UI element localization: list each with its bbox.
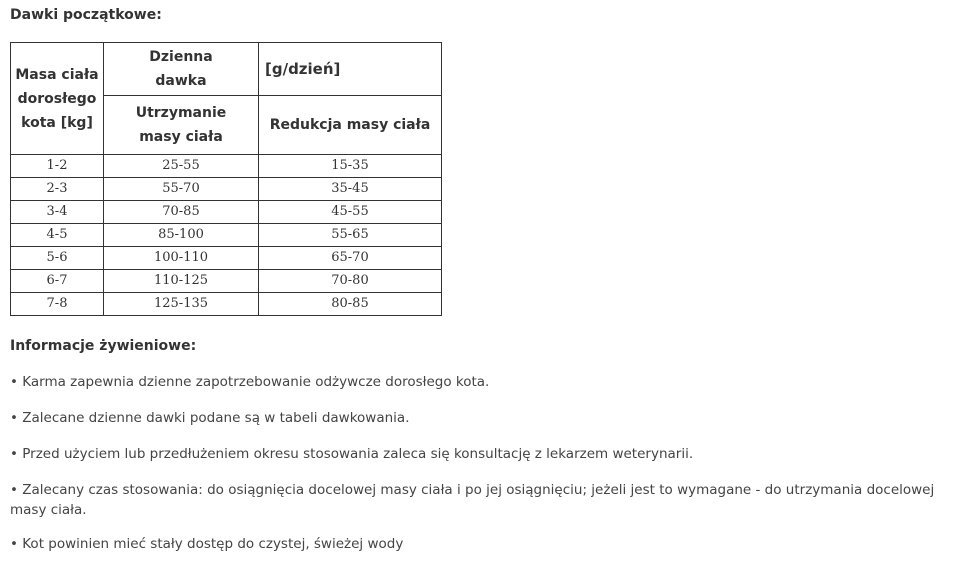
- dosage-heading: Dawki początkowe:: [10, 7, 162, 23]
- table-row: [11, 201, 442, 224]
- list-item: • Kot powinien mieć stały dostęp do czystej, świeżej wody: [10, 536, 404, 552]
- cell-maintenance: 85-100: [104, 224, 259, 247]
- nutrition-info-heading: Informacje żywieniowe:: [10, 338, 197, 354]
- cell-reduction: 65-70: [259, 247, 442, 270]
- cell-reduction: 55-65: [259, 224, 442, 247]
- cell-maintenance: 125-135: [104, 293, 259, 316]
- dosage-table: [10, 42, 442, 316]
- cell-maintenance: 70-85: [104, 201, 259, 224]
- cell-reduction: 70-80: [259, 270, 442, 293]
- list-item: • Zalecane dzienne dawki podane są w tabeli dawkowania.: [10, 410, 410, 426]
- table-row: [11, 247, 442, 270]
- cell-reduction: 45-55: [259, 201, 442, 224]
- table-row: [11, 293, 442, 316]
- cell-reduction: 80-85: [259, 293, 442, 316]
- cell-mass: 7-8: [11, 293, 104, 316]
- cell-mass: 1-2: [11, 155, 104, 178]
- cell-mass: 2-3: [11, 178, 104, 201]
- cell-reduction: 15-35: [259, 155, 442, 178]
- header-mass: Masa ciała dorosłego kota [kg]: [11, 43, 104, 155]
- header-unit: [g/dzień]: [259, 43, 442, 96]
- table-row: [11, 224, 442, 247]
- table-header-row: [11, 43, 442, 96]
- list-item: • Zalecany czas stosowania: do osiągnięcia docelowej masy ciała i po jej osiągnięciu; jeżeli jest to wymagane - do utrzymania docelowej masy ciała.: [10, 482, 935, 518]
- table-row: [11, 178, 442, 201]
- cell-mass: 3-4: [11, 201, 104, 224]
- list-item: • Karma zapewnia dzienne zapotrzebowanie odżywcze dorosłego kota.: [10, 374, 490, 390]
- header-daily-dose: Dzienna dawka: [104, 43, 259, 96]
- nutrition-info-list: [10, 372, 955, 570]
- table-row: [11, 155, 442, 178]
- cell-maintenance: 55-70: [104, 178, 259, 201]
- cell-reduction: 35-45: [259, 178, 442, 201]
- cell-mass: 4-5: [11, 224, 104, 247]
- cell-mass: 5-6: [11, 247, 104, 270]
- cell-maintenance: 110-125: [104, 270, 259, 293]
- cell-maintenance: 25-55: [104, 155, 259, 178]
- table-row: [11, 270, 442, 293]
- header-maintenance: Utrzymanie masy ciała: [104, 96, 259, 155]
- cell-maintenance: 100-110: [104, 247, 259, 270]
- header-reduction: Redukcja masy ciała: [259, 96, 442, 155]
- list-item: • Przed użyciem lub przedłużeniem okresu stosowania zaleca się konsultację z lekarzem weterynarii.: [10, 446, 694, 462]
- cell-mass: 6-7: [11, 270, 104, 293]
